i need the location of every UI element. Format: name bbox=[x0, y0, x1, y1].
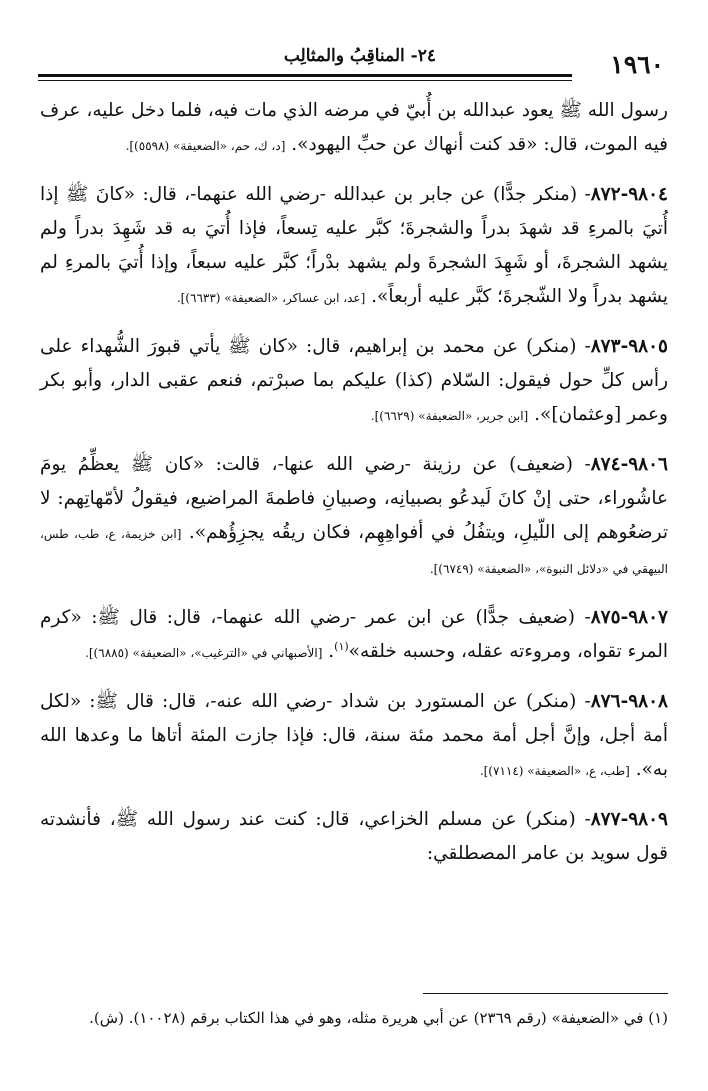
hadith-entry bbox=[40, 330, 668, 433]
hadith-text: - (ضعيف جدًّا) عن ابن عمر -رضي الله عنهما-، قال: قال ﷺ: «كرم المرء تقواه، ومروءته عقله، وحسبه خلقه» bbox=[40, 607, 668, 662]
hadith-text: - (منكر جدًّا) عن جابر بن عبدالله -رضي الله عنهما-، قال: «كانَ ﷺ إذا أُتيَ بالمرءِ قد شهدَ بدراً والشجرةَ؛ كبَّر عليه تِسعاً، فإذا أُتيَ به قد شَهِدَ بدراً ولم يشهد الشجرةَ، أو شَهِدَ الشجرةَ ولم يشهد بدْراً؛ كبَّر عليه سبعاً، وإذا أُتيَ بالمرءِ لم يشهد بدراً ولا الشّجرةَ؛ كبَّر عليه أربعاً». bbox=[40, 184, 668, 307]
source-reference: [ابن جرير، «الضعيفة» (٦٦٢٩)]. bbox=[370, 409, 529, 423]
hadith-number: ٩٨٠٩-٨٧٧ bbox=[590, 809, 668, 830]
paragraph-intro bbox=[40, 94, 668, 163]
hadith-number: ٩٨٠٨-٨٧٦ bbox=[590, 691, 668, 712]
hadith-text: - (منكر) عن المستورد بن شداد -رضي الله عنه-، قال: قال ﷺ: «لكل أمة أجل، وإنَّ أجل أمة محمد مئة سنة، قال: فإذا جازت المئة أتاها ما وعدها الله به». bbox=[40, 691, 668, 780]
hadith-number: ٩٨٠٥-٨٧٣ bbox=[590, 336, 668, 357]
hadith-number: ٩٨٠٦-٨٧٤ bbox=[590, 454, 668, 475]
source-reference: [طب، ع، «الضعيفة» (٧١١٤)]. bbox=[479, 764, 630, 778]
hadith-text: - (منكر) عن محمد بن إبراهيم، قال: «كان ﷺ يأتي قبورَ الشُّهداء على رأس كلِّ حول فيقول: السّلام (كذا) عليكم بما صبرْتم، فنعم عقبى الدار، وأبو بكر وعمر [وعثمان]». bbox=[40, 336, 668, 425]
footnote-separator bbox=[423, 993, 668, 994]
page-number: ١٩٦٠ bbox=[610, 50, 664, 79]
hadith-text: - (منكر) عن مسلم الخزاعي، قال: كنت عند رسول الله ﷺ، فأنشدته قول سويد بن عامر المصطلقي: bbox=[40, 809, 668, 864]
source-reference: [د، ك، حم، «الضعيفة» (٥٥٩٨)]. bbox=[125, 139, 286, 153]
header-rule-thin bbox=[38, 80, 572, 81]
hadith-number: ٩٨٠٤-٨٧٢ bbox=[590, 184, 668, 205]
hadith-text: - (ضعيف) عن رزينة -رضي الله عنها-، قالت: «كان ﷺ يعظِّمُ يومَ عاشُوراء، حتى إنْ كانَ لَيدعُو بصبيانِه، وصبيانِ فاطمةَ المراضيع، فيقولُ لأمّهاتِهم: لا ترضعُوهم إلى اللّيلِ، ويتفُلُ في أفواهِهِم، فكان ريقُه يجزِؤُهم». bbox=[40, 454, 668, 543]
page-header bbox=[38, 42, 668, 82]
header-rule-thick bbox=[38, 74, 572, 77]
hadith-entry bbox=[40, 685, 668, 788]
paragraph-text: رسول الله ﷺ يعود عبدالله بن أُبيّ في مرضه الذي مات فيه، فلما دخل عليه، عرف فيه الموت، قال: «قد كنت أنهاك عن حبِّ اليهود». bbox=[40, 100, 668, 155]
hadith-entry bbox=[40, 448, 668, 586]
source-reference: [الأصبهاني في «الترغيب»، «الضعيفة» (٦٨٨٥)]. bbox=[85, 646, 323, 660]
hadith-entry bbox=[40, 803, 668, 872]
source-reference: [ابن خزيمة، ع، طب، طس، البيهقي في «دلائل النبوة»، «الضعيفة» (٦٧٤٩)]. bbox=[40, 527, 668, 576]
main-text bbox=[40, 92, 668, 887]
hadith-entry: ٩٨٠٧-٨٧٥- (ضعيف جدًّا) عن ابن عمر -رضي الله عنهما-، قال: قال ﷺ: «كرم المرء تقواه، ومروءته عقله، وحسبه خلقه»$^{(١)}$. [الأصبهاني في «الترغيب»، «الضعيفة» (٦٨٨٥)]. bbox=[40, 607, 668, 662]
source-reference: [عد، ابن عساكر، «الضعيفة» (٦٦٣٣)]. bbox=[176, 291, 366, 305]
hadith-entry bbox=[40, 178, 668, 315]
footnote-marker[interactable]: (١) bbox=[334, 639, 349, 653]
hadith-number: ٩٨٠٧-٨٧٥ bbox=[590, 607, 668, 628]
running-title: ٢٤- المناقِبُ والمثالِب bbox=[283, 46, 436, 66]
footnote: (١) في «الضعيفة» (رقم ٢٣٦٩) عن أبي هريرة مثله، وهو في هذا الكتاب برقم (١٠٠٢٨). (ش). bbox=[89, 1009, 668, 1027]
